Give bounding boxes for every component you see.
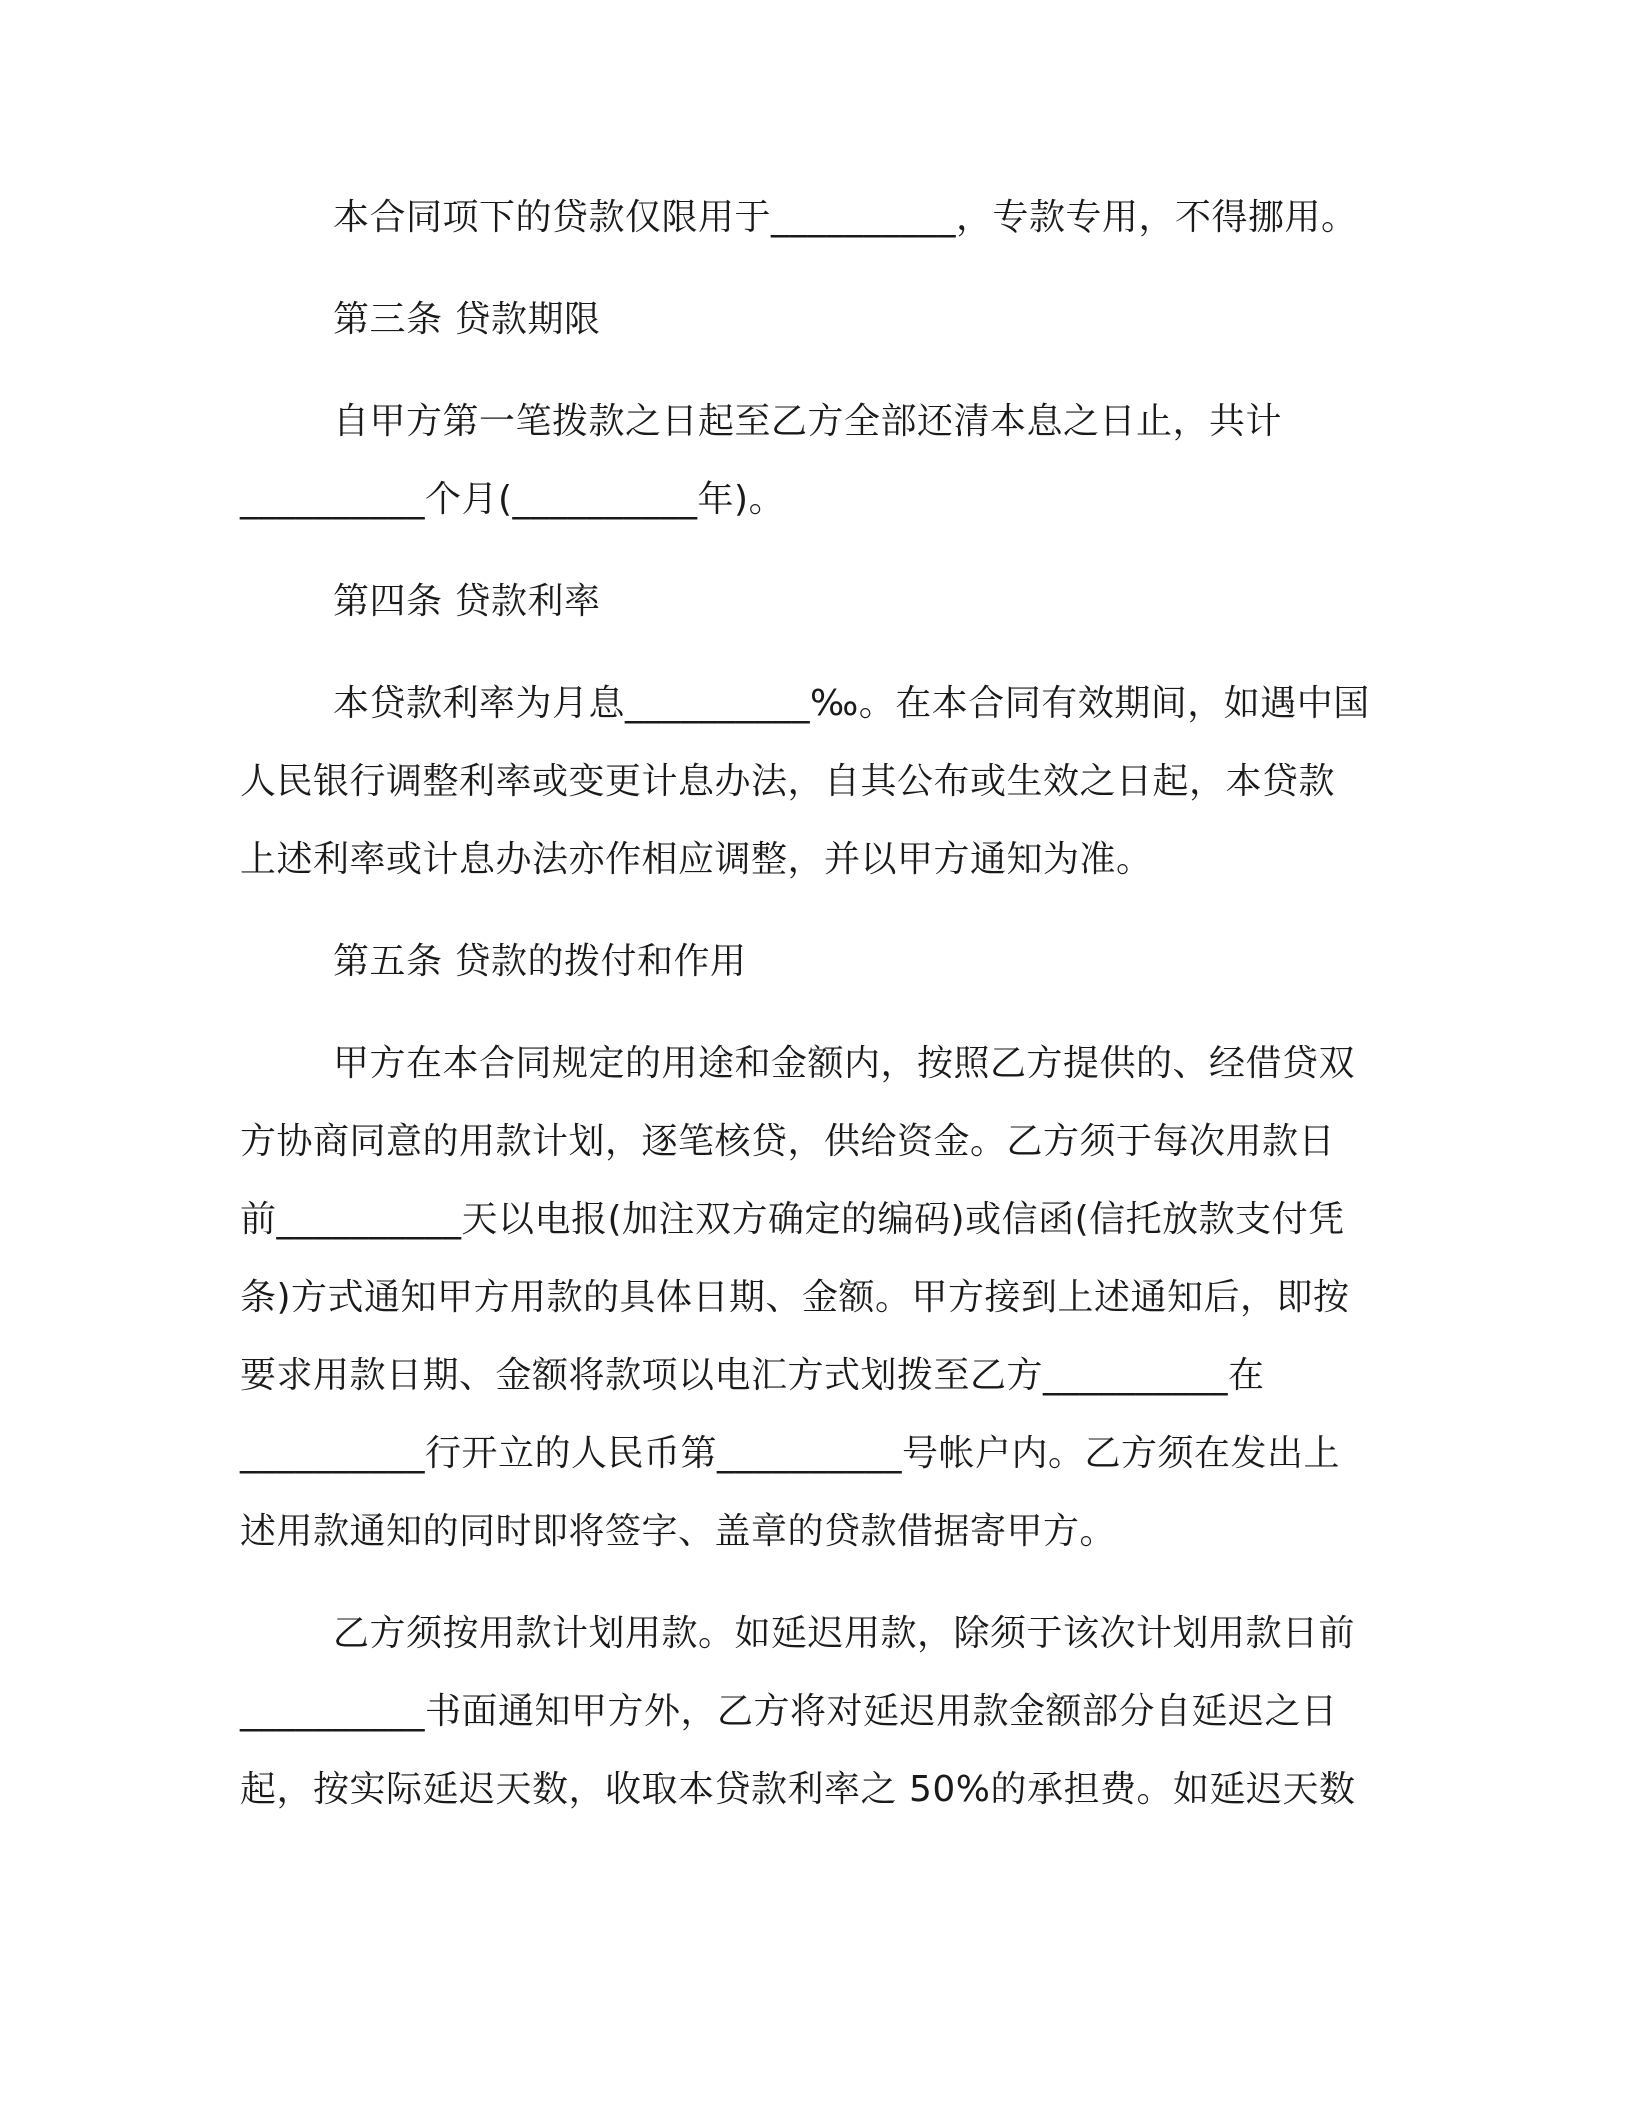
paragraph-line: 上述利率或计息办法亦作相应调整，并以甲方通知为准。 bbox=[240, 839, 1153, 880]
paragraph-line: 自甲方第一笔拨款之日起至乙方全部还清本息之日止，共计 bbox=[333, 401, 1283, 442]
paragraph-line: 本合同项下的贷款仅限用于__________，专款专用，不得挪用。 bbox=[333, 197, 1358, 238]
paragraph-line: 甲方在本合同规定的用途和金额内，按照乙方提供的、经借贷双 bbox=[333, 1043, 1356, 1084]
paragraph-line: 乙方须按用款计划用款。如延迟用款，除须于该次计划用款日前 bbox=[333, 1613, 1356, 1654]
paragraph-line: 起，按实际延迟天数，收取本贷款利率之 50%的承担费。如延迟天数 bbox=[240, 1769, 1356, 1810]
paragraph-line: 人民银行调整利率或变更计息办法，自其公布或生效之日起，本贷款 bbox=[240, 761, 1336, 802]
paragraph-line: 本贷款利率为月息__________‰。在本合同有效期间，如遇中国 bbox=[333, 683, 1370, 724]
section-heading: 第四条 贷款利率 bbox=[333, 581, 601, 622]
paragraph-line: 前__________天以电报(加注双方确定的编码)或信函(信托放款支付凭 bbox=[240, 1199, 1345, 1240]
paragraph-line: 条)方式通知甲方用款的具体日期、金额。甲方接到上述通知后，即按 bbox=[240, 1277, 1350, 1318]
paragraph-line: 要求用款日期、金额将款项以电汇方式划拨至乙方__________在 bbox=[240, 1355, 1265, 1396]
paragraph-line: 方协商同意的用款计划，逐笔核贷，供给资金。乙方须于每次用款日 bbox=[240, 1121, 1336, 1162]
paragraph-line: __________个月(__________年)。 bbox=[240, 479, 786, 520]
paragraph-line: __________书面通知甲方外，乙方将对延迟用款金额部分自延迟之日 bbox=[240, 1691, 1338, 1732]
paragraph-line: 述用款通知的同时即将签字、盖章的贷款借据寄甲方。 bbox=[240, 1511, 1117, 1552]
section-heading: 第五条 贷款的拨付和作用 bbox=[333, 941, 747, 982]
paragraph-line: __________行开立的人民币第__________号帐户内。乙方须在发出上 bbox=[240, 1433, 1341, 1474]
section-heading: 第三条 贷款期限 bbox=[333, 299, 601, 340]
